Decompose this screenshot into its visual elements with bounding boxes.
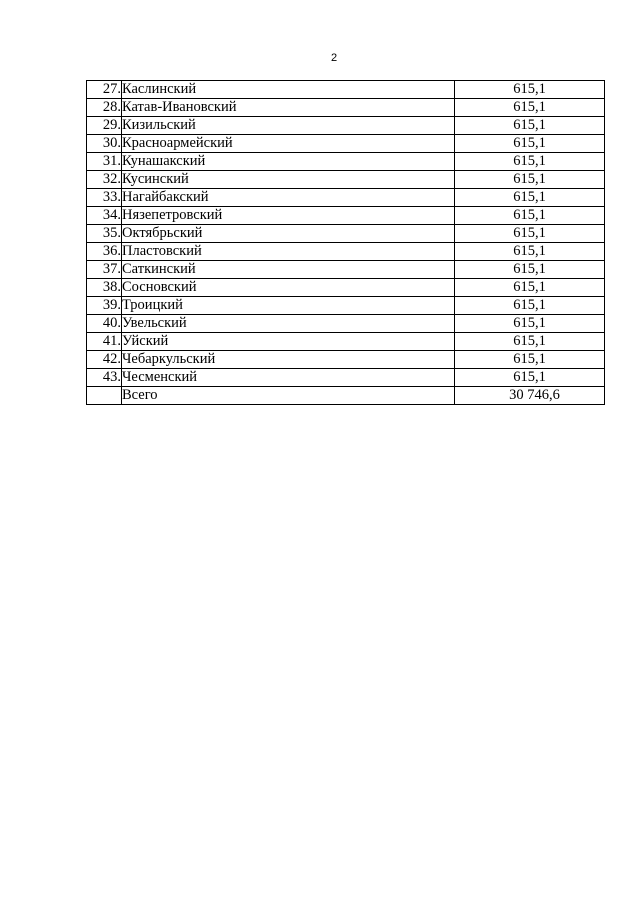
row-number-cell: 32. [87, 171, 122, 189]
amount-cell: 615,1 [455, 135, 605, 153]
amount-cell: 615,1 [455, 261, 605, 279]
district-name-cell: Кусинский [122, 171, 455, 189]
district-name-cell: Нязепетровский [122, 207, 455, 225]
district-name-cell: Каслинский [122, 81, 455, 99]
table-row [87, 99, 605, 117]
district-name-cell: Чесменский [122, 369, 455, 387]
table-row [87, 189, 605, 207]
amount-cell: 615,1 [455, 225, 605, 243]
row-number-cell: 35. [87, 225, 122, 243]
table-body [87, 81, 605, 405]
amount-cell: 615,1 [455, 189, 605, 207]
table-row [87, 225, 605, 243]
row-number-cell: 31. [87, 153, 122, 171]
total-row [87, 387, 605, 405]
row-number-cell: 27. [87, 81, 122, 99]
amount-cell: 615,1 [455, 207, 605, 225]
district-name-cell: Пластовский [122, 243, 455, 261]
district-name-cell: Красноармейский [122, 135, 455, 153]
total-value-cell: 30 746,6 [455, 387, 605, 405]
table-row [87, 207, 605, 225]
table-row [87, 153, 605, 171]
amount-cell: 615,1 [455, 99, 605, 117]
district-table [86, 80, 605, 405]
amount-cell: 615,1 [455, 315, 605, 333]
amount-cell: 615,1 [455, 117, 605, 135]
district-name-cell: Кизильский [122, 117, 455, 135]
row-number-cell: 41. [87, 333, 122, 351]
total-number-cell [87, 387, 122, 405]
page-number: 2 [330, 52, 338, 64]
row-number-cell: 28. [87, 99, 122, 117]
amount-cell: 615,1 [455, 351, 605, 369]
table-row [87, 117, 605, 135]
amount-cell: 615,1 [455, 333, 605, 351]
table-row [87, 369, 605, 387]
row-number-cell: 29. [87, 117, 122, 135]
amount-cell: 615,1 [455, 279, 605, 297]
row-number-cell: 39. [87, 297, 122, 315]
district-name-cell: Катав-Ивановский [122, 99, 455, 117]
table-row [87, 315, 605, 333]
district-name-cell: Нагайбакский [122, 189, 455, 207]
total-label-cell: Всего [122, 387, 455, 405]
amount-cell: 615,1 [455, 153, 605, 171]
row-number-cell: 30. [87, 135, 122, 153]
table-row [87, 261, 605, 279]
amount-cell: 615,1 [455, 171, 605, 189]
table-row [87, 81, 605, 99]
table-row [87, 171, 605, 189]
amount-cell: 615,1 [455, 243, 605, 261]
amount-cell: 615,1 [455, 297, 605, 315]
table-row [87, 351, 605, 369]
district-name-cell: Троицкий [122, 297, 455, 315]
amount-cell: 615,1 [455, 369, 605, 387]
row-number-cell: 34. [87, 207, 122, 225]
district-name-cell: Уйский [122, 333, 455, 351]
district-name-cell: Сосновский [122, 279, 455, 297]
table-row [87, 279, 605, 297]
district-name-cell: Кунашакский [122, 153, 455, 171]
row-number-cell: 43. [87, 369, 122, 387]
table-row [87, 333, 605, 351]
row-number-cell: 40. [87, 315, 122, 333]
row-number-cell: 38. [87, 279, 122, 297]
table-row [87, 297, 605, 315]
amount-cell: 615,1 [455, 81, 605, 99]
row-number-cell: 36. [87, 243, 122, 261]
row-number-cell: 37. [87, 261, 122, 279]
district-name-cell: Октябрьский [122, 225, 455, 243]
district-name-cell: Саткинский [122, 261, 455, 279]
district-name-cell: Увельский [122, 315, 455, 333]
row-number-cell: 33. [87, 189, 122, 207]
district-name-cell: Чебаркульский [122, 351, 455, 369]
table-row [87, 243, 605, 261]
table-row [87, 135, 605, 153]
row-number-cell: 42. [87, 351, 122, 369]
